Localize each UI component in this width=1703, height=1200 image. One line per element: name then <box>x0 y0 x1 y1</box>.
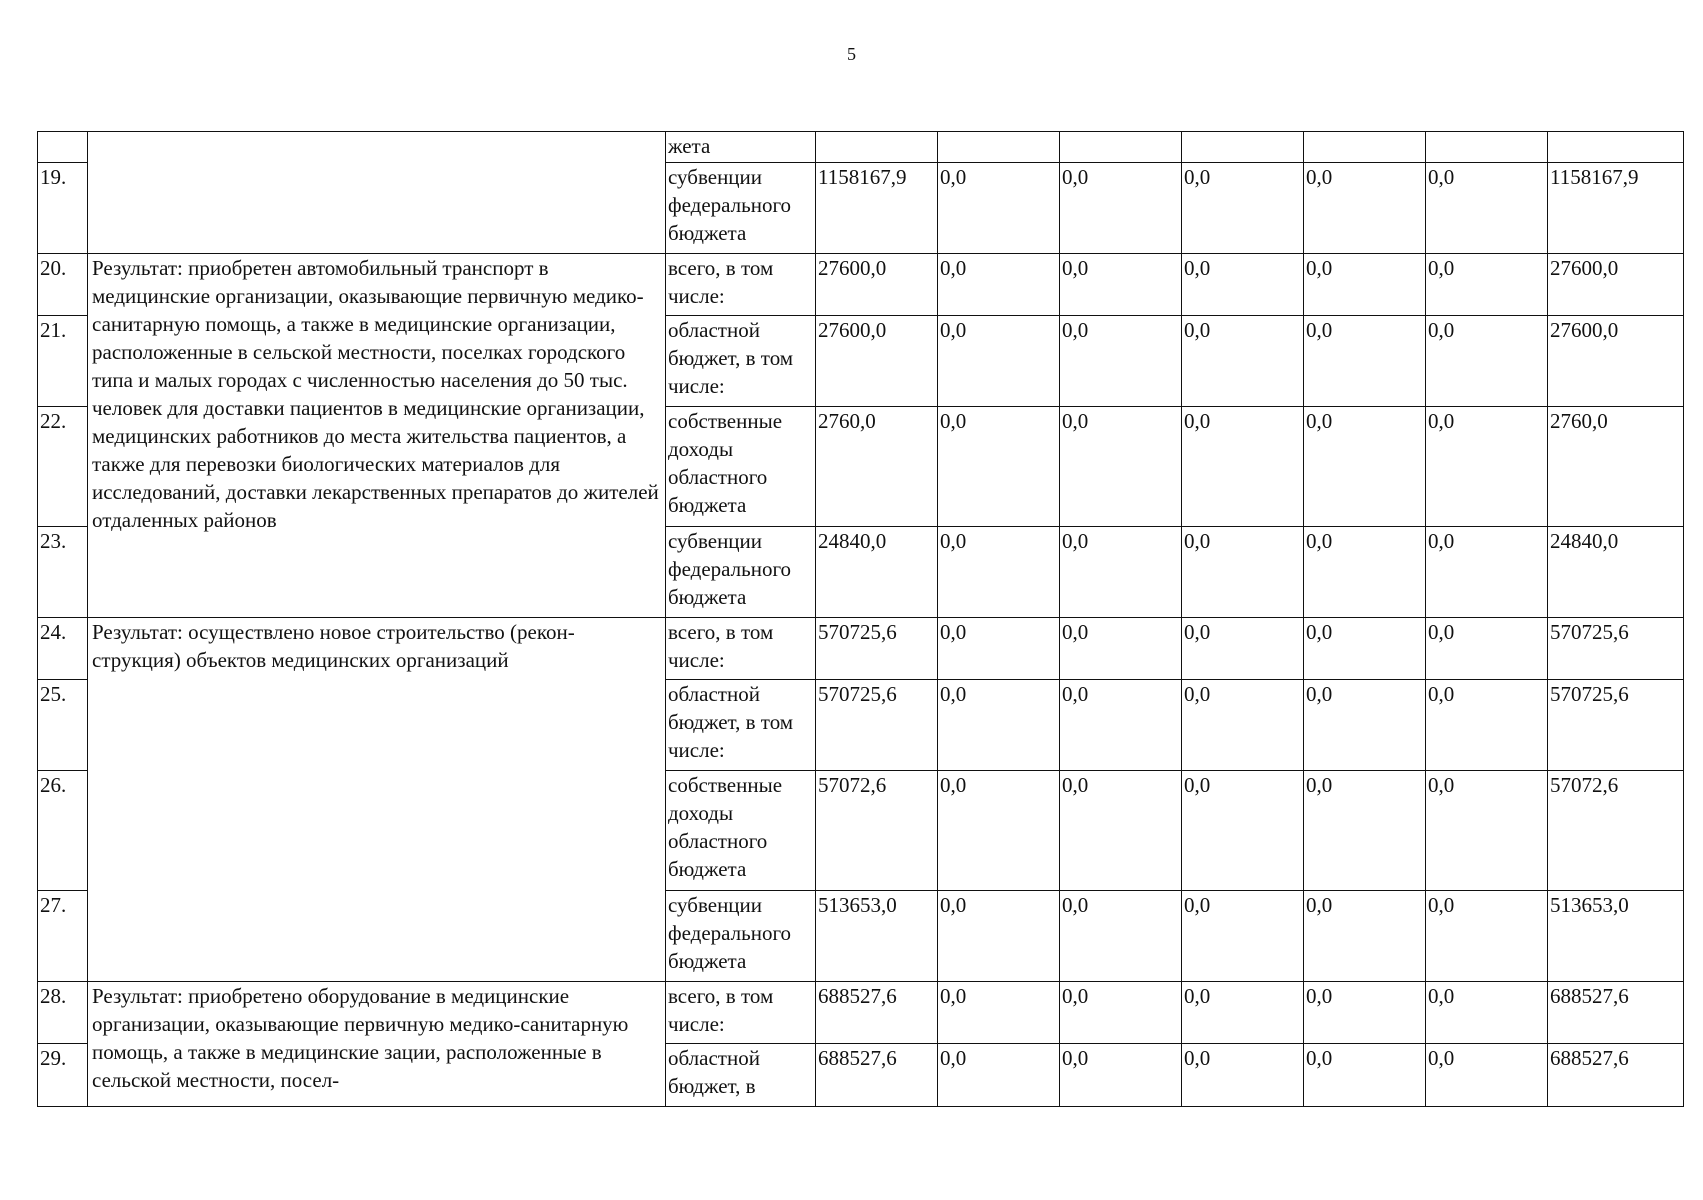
amount-cell: 0,0 <box>1304 163 1426 254</box>
amount-cell: 0,0 <box>1060 527 1182 618</box>
amount-cell: 0,0 <box>938 771 1060 891</box>
amount-cell: 0,0 <box>938 982 1060 1044</box>
amount-cell: 0,0 <box>1060 163 1182 254</box>
amount-cell: 0,0 <box>1304 316 1426 407</box>
amount-cell: 0,0 <box>1060 407 1182 527</box>
amount-cell: 0,0 <box>1426 891 1548 982</box>
amount-cell: 0,0 <box>1426 618 1548 680</box>
amount-cell: 0,0 <box>1304 407 1426 527</box>
amount-cell: 0,0 <box>938 618 1060 680</box>
row-number: 28. <box>38 982 88 1044</box>
row-number: 27. <box>38 891 88 982</box>
amount-cell: 513653,0 <box>816 891 938 982</box>
funding-source: субвенции федерального бюджета <box>666 163 816 254</box>
amount-cell: 0,0 <box>1060 982 1182 1044</box>
amount-cell: 0,0 <box>1426 771 1548 891</box>
amount-cell: 0,0 <box>1182 527 1304 618</box>
amount-cell: 0,0 <box>1060 316 1182 407</box>
amount-cell: 0,0 <box>1182 771 1304 891</box>
amount-cell: 0,0 <box>1182 407 1304 527</box>
funding-source: субвенции федерального бюджета <box>666 527 816 618</box>
amount-cell: 0,0 <box>1182 680 1304 771</box>
amount-cell: 24840,0 <box>1548 527 1684 618</box>
row-number <box>38 132 88 163</box>
amount-cell: 570725,6 <box>816 680 938 771</box>
result-description: Результат: приобретено оборудование в медицинские организации, оказывающие первичную медико-санитарную помощь, а также в медицинские зации, расположенные в сельской местности, посел- <box>88 982 666 1107</box>
result-description: Результат: приобретен автомобильный транспорт в медицинские организации, оказывающие первичную медико-санитарную помощь, а также в медицинские организации, расположенные в сельской местности, поселках городского типа и малых городах с численностью населения до 50 тыс. человек для доставки пациентов в медицинские организации, медицинских работников до места жительства пациентов, а также для перевозки биологических материалов для исследований, доставки лекарственных препаратов до жителей отдаленных районов <box>88 254 666 618</box>
amount-cell: 0,0 <box>1182 254 1304 316</box>
amount-cell: 27600,0 <box>1548 254 1684 316</box>
amount-cell: 27600,0 <box>816 316 938 407</box>
row-number: 29. <box>38 1044 88 1107</box>
funding-source: собственные доходы областного бюджета <box>666 407 816 527</box>
amount-cell <box>1304 132 1426 163</box>
amount-cell: 0,0 <box>938 891 1060 982</box>
funding-source: областной бюджет, в <box>666 1044 816 1107</box>
amount-cell: 0,0 <box>1182 982 1304 1044</box>
row-number: 23. <box>38 527 88 618</box>
row-number: 20. <box>38 254 88 316</box>
row-number: 21. <box>38 316 88 407</box>
funding-source: областной бюджет, в том числе: <box>666 316 816 407</box>
funding-source: всего, в том числе: <box>666 254 816 316</box>
amount-cell: 0,0 <box>938 527 1060 618</box>
amount-cell: 0,0 <box>1304 527 1426 618</box>
amount-cell: 57072,6 <box>816 771 938 891</box>
amount-cell: 0,0 <box>1060 891 1182 982</box>
funding-source: всего, в том числе: <box>666 618 816 680</box>
amount-cell: 0,0 <box>1426 254 1548 316</box>
amount-cell: 57072,6 <box>1548 771 1684 891</box>
amount-cell: 570725,6 <box>1548 680 1684 771</box>
amount-cell: 0,0 <box>1182 163 1304 254</box>
result-description <box>88 132 666 254</box>
amount-cell: 0,0 <box>1426 407 1548 527</box>
amount-cell: 0,0 <box>938 680 1060 771</box>
amount-cell: 0,0 <box>1426 982 1548 1044</box>
amount-cell <box>938 132 1060 163</box>
amount-cell: 0,0 <box>938 316 1060 407</box>
table-row <box>38 982 1684 1044</box>
table-row <box>38 132 1684 163</box>
amount-cell: 0,0 <box>1304 891 1426 982</box>
amount-cell: 2760,0 <box>1548 407 1684 527</box>
amount-cell <box>1060 132 1182 163</box>
amount-cell: 0,0 <box>938 1044 1060 1107</box>
amount-cell: 1158167,9 <box>816 163 938 254</box>
amount-cell: 0,0 <box>1060 680 1182 771</box>
amount-cell <box>1548 132 1684 163</box>
table-row <box>38 618 1684 680</box>
amount-cell: 688527,6 <box>816 982 938 1044</box>
amount-cell <box>1182 132 1304 163</box>
amount-cell: 513653,0 <box>1548 891 1684 982</box>
amount-cell: 688527,6 <box>1548 982 1684 1044</box>
amount-cell: 688527,6 <box>816 1044 938 1107</box>
amount-cell: 0,0 <box>1182 618 1304 680</box>
funding-source: всего, в том числе: <box>666 982 816 1044</box>
amount-cell: 1158167,9 <box>1548 163 1684 254</box>
amount-cell: 27600,0 <box>1548 316 1684 407</box>
amount-cell: 0,0 <box>1426 163 1548 254</box>
amount-cell: 0,0 <box>938 254 1060 316</box>
amount-cell: 24840,0 <box>816 527 938 618</box>
amount-cell: 0,0 <box>1426 527 1548 618</box>
funding-source: жета <box>666 132 816 163</box>
amount-cell: 570725,6 <box>816 618 938 680</box>
amount-cell: 0,0 <box>1304 1044 1426 1107</box>
amount-cell: 27600,0 <box>816 254 938 316</box>
row-number: 25. <box>38 680 88 771</box>
amount-cell: 0,0 <box>938 163 1060 254</box>
amount-cell <box>1426 132 1548 163</box>
page-number: 5 <box>847 44 856 64</box>
amount-cell: 0,0 <box>1060 1044 1182 1107</box>
amount-cell: 0,0 <box>1060 771 1182 891</box>
amount-cell: 0,0 <box>1304 254 1426 316</box>
amount-cell: 0,0 <box>1182 316 1304 407</box>
amount-cell <box>816 132 938 163</box>
budget-table <box>37 131 1684 1107</box>
amount-cell: 0,0 <box>1304 982 1426 1044</box>
row-number: 24. <box>38 618 88 680</box>
amount-cell: 570725,6 <box>1548 618 1684 680</box>
funding-source: собственные доходы областного бюджета <box>666 771 816 891</box>
row-number: 26. <box>38 771 88 891</box>
amount-cell: 0,0 <box>1304 680 1426 771</box>
funding-source: субвенции федерального бюджета <box>666 891 816 982</box>
row-number: 19. <box>38 163 88 254</box>
amount-cell: 0,0 <box>1060 254 1182 316</box>
amount-cell: 2760,0 <box>816 407 938 527</box>
amount-cell: 0,0 <box>1182 1044 1304 1107</box>
result-description: Результат: осуществлено новое строительство (рекон-струкция) объектов медицинских организаций <box>88 618 666 982</box>
amount-cell: 0,0 <box>938 407 1060 527</box>
amount-cell: 0,0 <box>1426 680 1548 771</box>
amount-cell: 0,0 <box>1182 891 1304 982</box>
amount-cell: 0,0 <box>1426 1044 1548 1107</box>
amount-cell: 0,0 <box>1426 316 1548 407</box>
funding-source: областной бюджет, в том числе: <box>666 680 816 771</box>
amount-cell: 0,0 <box>1060 618 1182 680</box>
amount-cell: 688527,6 <box>1548 1044 1684 1107</box>
table-row <box>38 254 1684 316</box>
amount-cell: 0,0 <box>1304 771 1426 891</box>
amount-cell: 0,0 <box>1304 618 1426 680</box>
row-number: 22. <box>38 407 88 527</box>
